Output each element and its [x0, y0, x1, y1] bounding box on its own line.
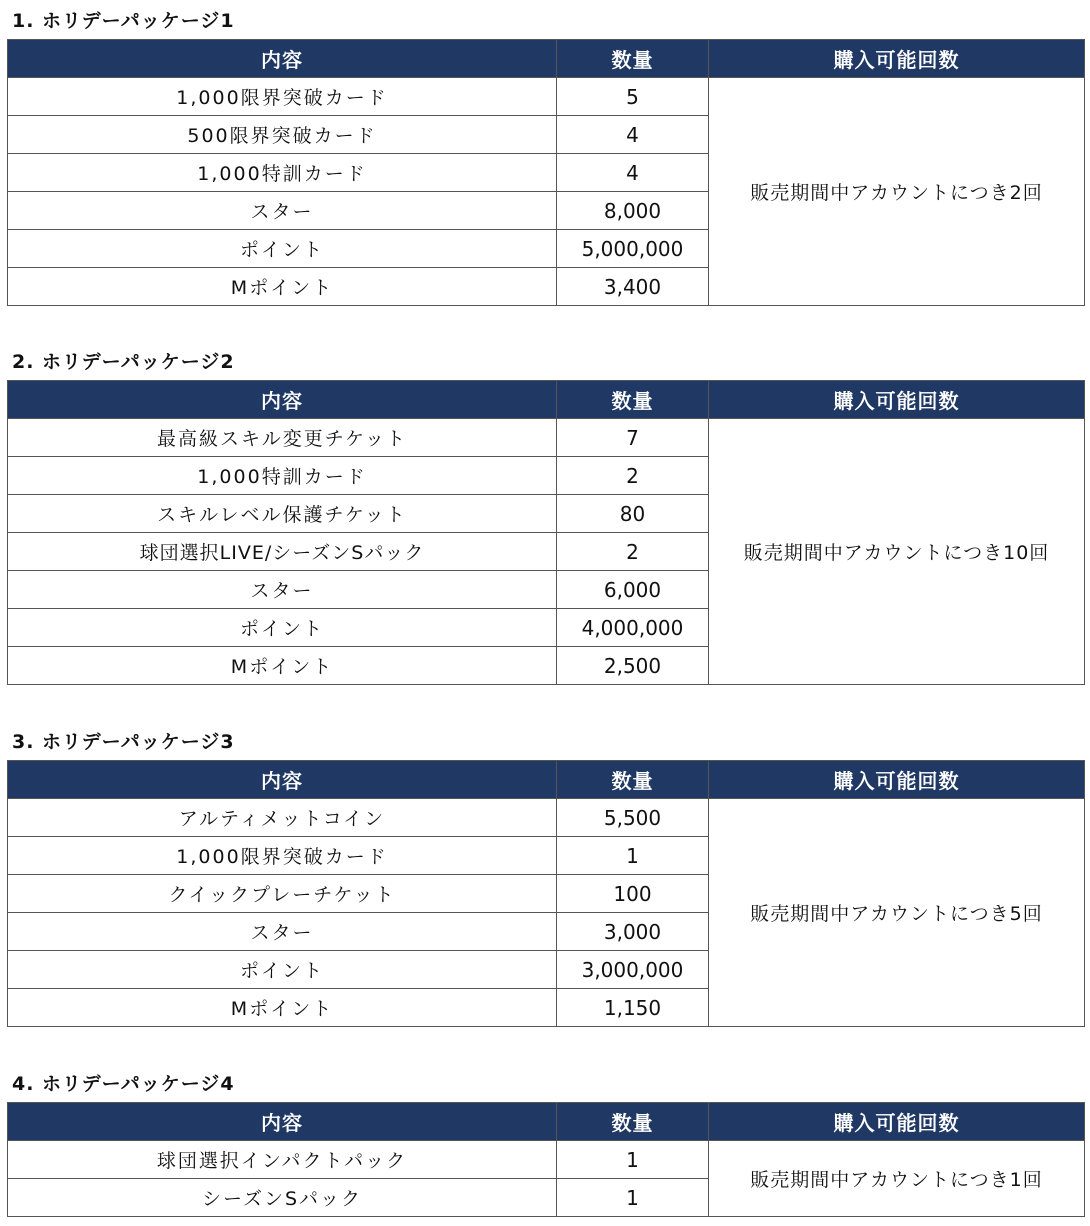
table-row — [8, 799, 1085, 837]
item-name: アルティメットコイン — [8, 799, 557, 837]
package-title: 4. ホリデーパッケージ4 — [12, 1073, 235, 1095]
package-table — [7, 39, 1085, 306]
header-content: 内容 — [8, 40, 557, 78]
item-quantity: 2 — [557, 457, 709, 495]
table-header-row — [8, 381, 1085, 419]
item-name: 1,000限界突破カード — [8, 837, 557, 875]
package-title: 3. ホリデーパッケージ3 — [12, 731, 235, 753]
header-limit: 購入可能回数 — [709, 381, 1085, 419]
package-table — [7, 380, 1085, 685]
item-name: 最高級スキル変更チケット — [8, 419, 557, 457]
item-name: 球団選択LIVE/シーズンSパック — [8, 533, 557, 571]
item-name: Mポイント — [8, 989, 557, 1027]
table-header-row — [8, 40, 1085, 78]
header-quantity: 数量 — [557, 40, 709, 78]
purchase-limit: 販売期間中アカウントにつき2回 — [709, 78, 1085, 306]
item-name: Mポイント — [8, 268, 557, 306]
package-title: 1. ホリデーパッケージ1 — [12, 10, 235, 32]
header-quantity: 数量 — [557, 761, 709, 799]
item-quantity: 80 — [557, 495, 709, 533]
table-header-row — [8, 761, 1085, 799]
item-name: ポイント — [8, 609, 557, 647]
item-quantity: 8,000 — [557, 192, 709, 230]
header-limit: 購入可能回数 — [709, 761, 1085, 799]
item-quantity: 1 — [557, 837, 709, 875]
table-row — [8, 1141, 1085, 1179]
package-table — [7, 1102, 1085, 1217]
header-content: 内容 — [8, 381, 557, 419]
item-name: ポイント — [8, 951, 557, 989]
item-quantity: 4 — [557, 116, 709, 154]
item-quantity: 7 — [557, 419, 709, 457]
item-name: 1,000特訓カード — [8, 457, 557, 495]
item-name: 球団選択インパクトパック — [8, 1141, 557, 1179]
item-quantity: 5,500 — [557, 799, 709, 837]
item-quantity: 1,150 — [557, 989, 709, 1027]
header-limit: 購入可能回数 — [709, 1103, 1085, 1141]
item-quantity: 4 — [557, 154, 709, 192]
item-quantity: 1 — [557, 1141, 709, 1179]
item-name: Mポイント — [8, 647, 557, 685]
item-quantity: 4,000,000 — [557, 609, 709, 647]
item-quantity: 3,000,000 — [557, 951, 709, 989]
header-limit: 購入可能回数 — [709, 40, 1085, 78]
header-content: 内容 — [8, 761, 557, 799]
item-quantity: 5 — [557, 78, 709, 116]
item-quantity: 3,000 — [557, 913, 709, 951]
item-name: ポイント — [8, 230, 557, 268]
purchase-limit: 販売期間中アカウントにつき1回 — [709, 1141, 1085, 1217]
item-quantity: 1 — [557, 1179, 709, 1217]
item-quantity: 3,400 — [557, 268, 709, 306]
package-table — [7, 760, 1085, 1027]
item-name: クイックプレーチケット — [8, 875, 557, 913]
item-quantity: 2,500 — [557, 647, 709, 685]
package-title: 2. ホリデーパッケージ2 — [12, 351, 235, 373]
item-quantity: 100 — [557, 875, 709, 913]
purchase-limit: 販売期間中アカウントにつき10回 — [709, 419, 1085, 685]
item-quantity: 5,000,000 — [557, 230, 709, 268]
table-row — [8, 78, 1085, 116]
table-header-row — [8, 1103, 1085, 1141]
item-name: 1,000特訓カード — [8, 154, 557, 192]
table-row — [8, 419, 1085, 457]
purchase-limit: 販売期間中アカウントにつき5回 — [709, 799, 1085, 1027]
item-name: スター — [8, 571, 557, 609]
item-name: スター — [8, 192, 557, 230]
item-name: スキルレベル保護チケット — [8, 495, 557, 533]
item-quantity: 2 — [557, 533, 709, 571]
item-name: 1,000限界突破カード — [8, 78, 557, 116]
item-name: 500限界突破カード — [8, 116, 557, 154]
header-content: 内容 — [8, 1103, 557, 1141]
header-quantity: 数量 — [557, 1103, 709, 1141]
item-name: シーズンSパック — [8, 1179, 557, 1217]
header-quantity: 数量 — [557, 381, 709, 419]
item-quantity: 6,000 — [557, 571, 709, 609]
item-name: スター — [8, 913, 557, 951]
